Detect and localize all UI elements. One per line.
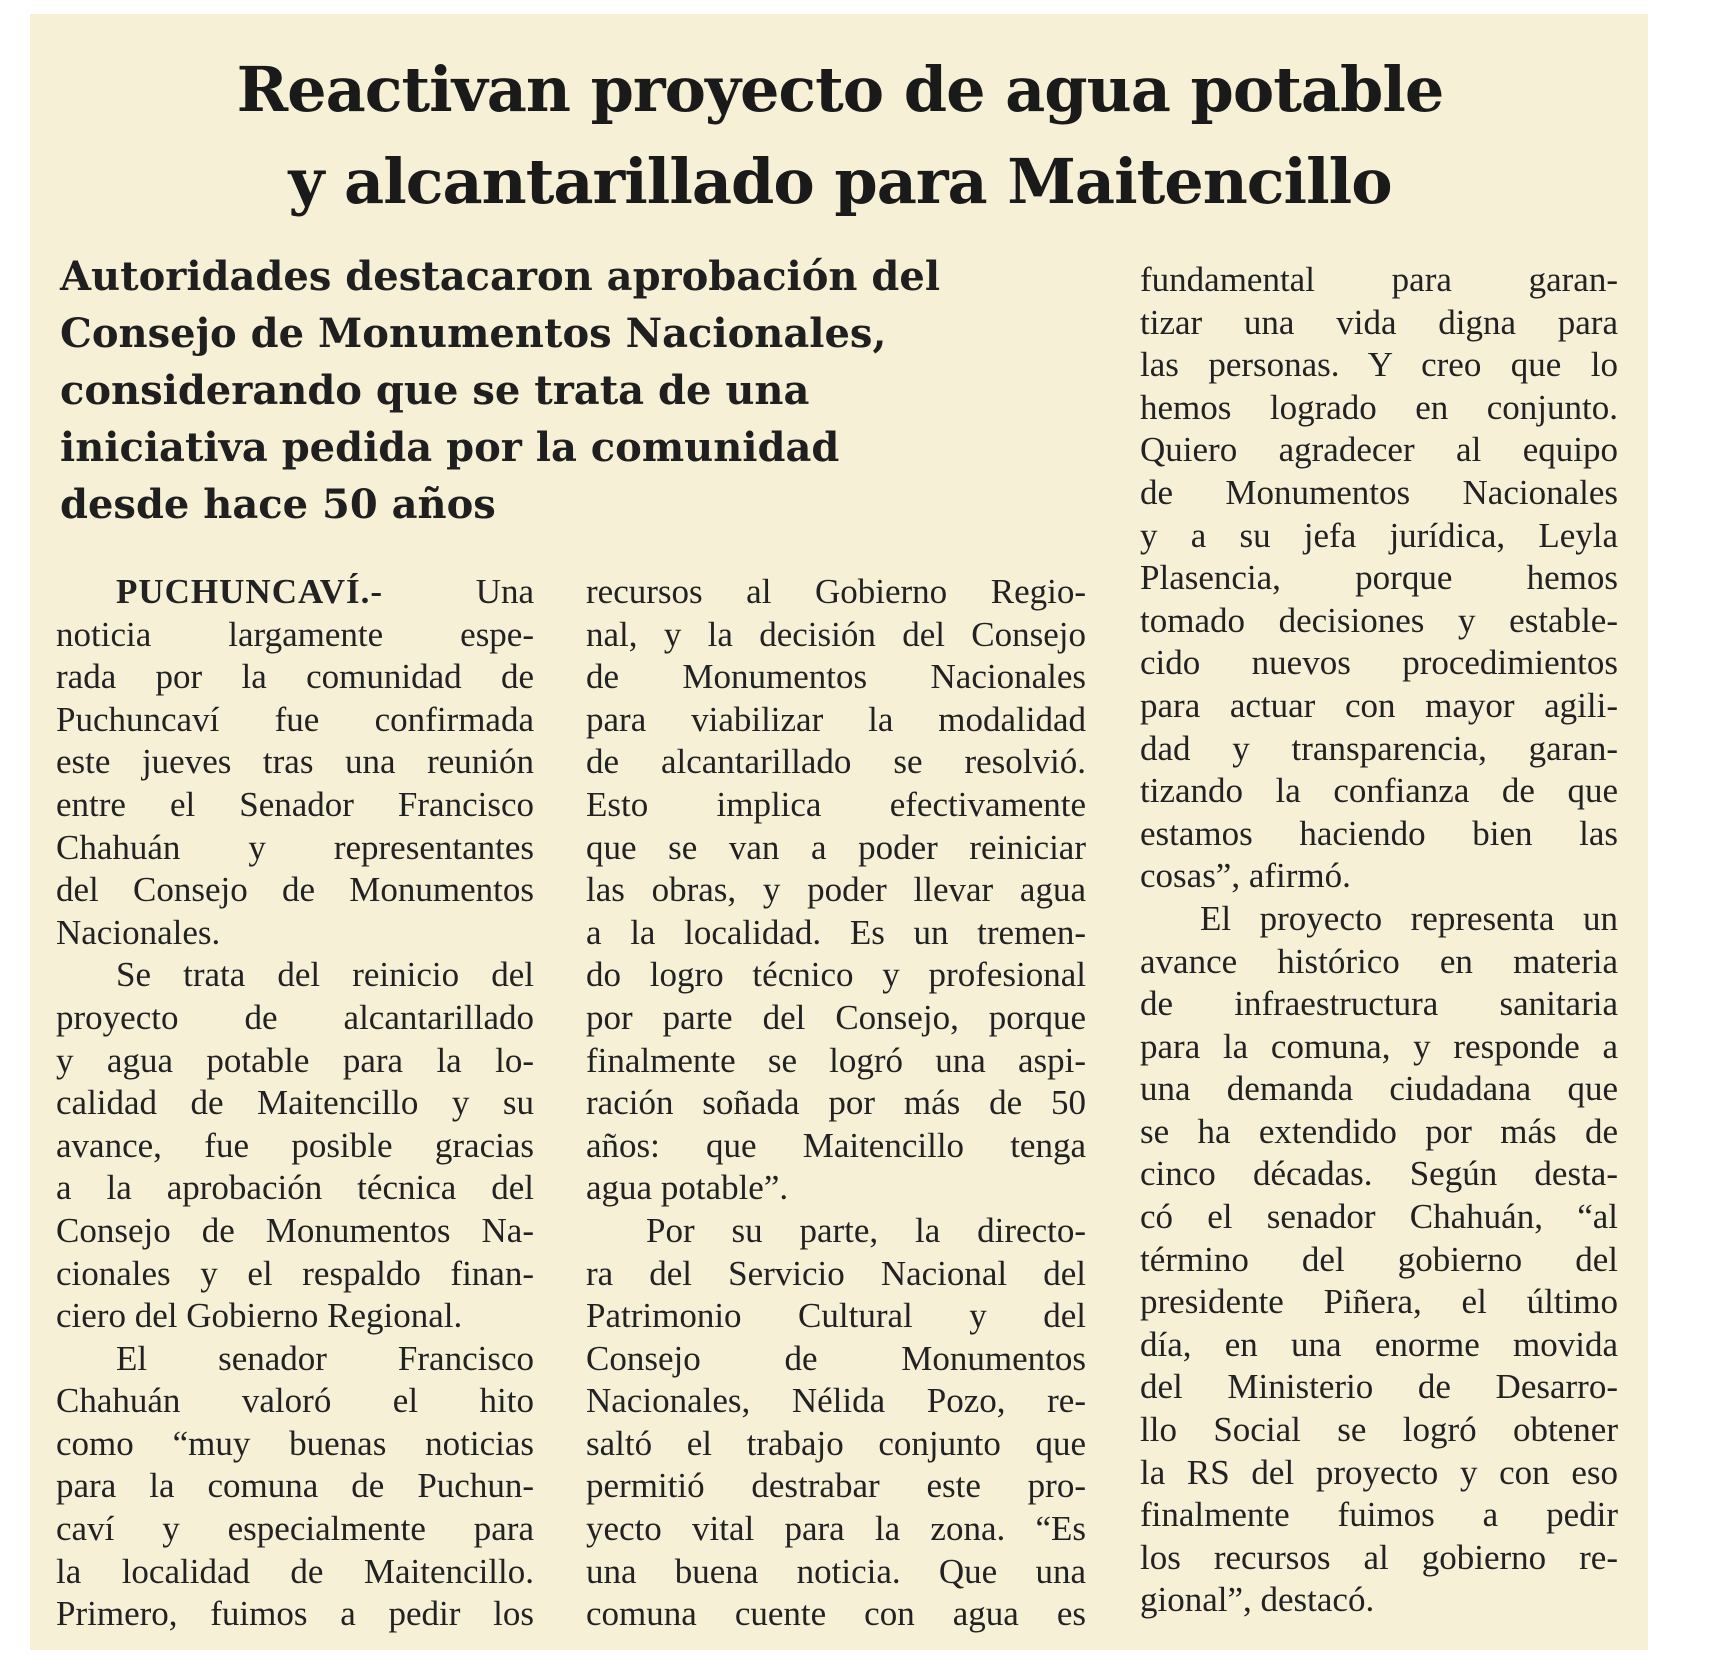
subheadline-line: Consejo de Monumentos Nacionales, [60,310,887,357]
body-line: dad y transparencia, garan- [1140,728,1618,768]
body-line: entre el Senador Francisco [56,784,534,824]
body-line: saltó el trabajo conjunto que [586,1423,1086,1463]
body-line: del Ministerio de Desarro- [1140,1367,1618,1407]
body-line: como “muy buenas noticias [56,1423,534,1463]
body-line: Puchuncaví fue confirmada [56,699,534,739]
body-line: có el senador Chahuán, “al [1140,1197,1618,1237]
body-line: día, en una enorme movida [1140,1324,1618,1364]
body-line: una demanda ciudadana que [1140,1069,1618,1109]
body-line: de alcantarillado se resolvió. [586,742,1086,782]
body-line: do logro técnico y profesional [586,955,1086,995]
body-line: tomado decisiones y estable- [1140,600,1618,640]
body-line: para viabilizar la modalidad [586,699,1086,739]
headline-line: y alcantarillado para Maitencillo [288,145,1392,218]
body-line: calidad de Maitencillo y su [56,1083,534,1123]
body-line: de Monumentos Nacionales [1140,472,1618,512]
body-line: los recursos al gobierno re- [1140,1537,1618,1577]
body-line: por parte del Consejo, porque [586,997,1086,1037]
body-line: avance histórico en materia [1140,941,1618,981]
body-line: nal, y la decisión del Consejo [586,614,1086,654]
body-line: proyecto de alcantarillado [56,997,534,1037]
body-line: El proyecto representa un [1200,898,1618,938]
body-line: fundamental para garan- [1140,260,1618,299]
body-line: para actuar con mayor agili- [1140,685,1618,725]
body-line: Chahuán valoró el hito [56,1381,534,1421]
body-line: Primero, fuimos a pedir los [56,1594,534,1634]
body-line: recursos al Gobierno Regio- [586,572,1086,611]
body-line: ración soñada por más de 50 [586,1083,1086,1123]
body-line: y agua potable para la lo- [56,1040,534,1080]
body-line: las obras, y poder llevar agua [586,870,1086,910]
body-line: la localidad de Maitencillo. [56,1551,534,1591]
body-line: de infraestructura sanitaria [1140,984,1618,1024]
body-line: permitió destrabar este pro- [586,1466,1086,1506]
body-line: Nacionales, Nélida Pozo, re- [586,1381,1086,1421]
body-line: ciero del Gobierno Regional. [56,1296,463,1336]
body-column-3 [1140,259,1618,1622]
body-line: hemos logrado en conjunto. [1140,387,1618,427]
body-line: gional”, destacó. [1140,1580,1375,1620]
body-line: las personas. Y creo que lo [1140,345,1618,385]
body-line: avance, fue posible gracias [56,1125,534,1165]
body-line-text: Una [475,572,534,611]
body-line: que se van a poder reiniciar [586,827,1086,867]
body-line: Se trata del reinicio del [116,955,534,995]
subheadline-line: desde hace 50 años [60,481,496,528]
headline [0,44,1680,228]
subheadline [60,248,1100,533]
subheadline-line: considerando que se trata de una [60,367,810,414]
subheadline-line: iniciativa pedida por la comunidad [60,424,840,471]
body-line: tizar una vida digna para [1140,302,1618,342]
body-line: cionales y el respaldo finan- [56,1253,534,1293]
body-line: del Consejo de Monumentos [56,870,534,910]
headline-line: Reactivan proyecto de agua potable [236,53,1444,126]
body-line: finalmente se logró una aspi- [586,1040,1086,1080]
body-column-2 [586,571,1086,1636]
body-line: ra del Servicio Nacional del [586,1253,1086,1293]
body-line: presidente Piñera, el último [1140,1282,1618,1322]
body-line: Consejo de Monumentos Na- [56,1210,534,1250]
body-line: la RS del proyecto y con eso [1140,1452,1618,1492]
body-line: Esto implica efectivamente [586,784,1086,824]
body-line: cido nuevos procedimientos [1140,643,1618,683]
body-line: y a su jefa jurídica, Leyla [1140,515,1618,555]
body-line: se ha extendido por más de [1140,1111,1618,1151]
body-line: cosas”, afirmó. [1140,856,1351,896]
subheadline-line: Autoridades destacaron aprobación del [60,253,941,300]
body-line: Plasencia, porque hemos [1140,558,1618,598]
body-line: una buena noticia. Que una [586,1551,1086,1591]
body-line: Quiero agradecer al equipo [1140,430,1618,470]
body-line: rada por la comunidad de [56,657,534,697]
body-column-1 [56,571,534,1636]
body-line: caví y especialmente para [56,1509,534,1549]
body-line: finalmente fuimos a pedir [1140,1495,1618,1535]
body-line: para la comuna, y responde a [1140,1026,1618,1066]
body-line: para la comuna de Puchun- [56,1466,534,1506]
body-line: Chahuán y representantes [56,827,534,867]
body-line: este jueves tras una reunión [56,742,534,782]
body-line: El senador Francisco [116,1338,534,1378]
body-line: de Monumentos Nacionales [586,657,1086,697]
body-line: agua potable”. [586,1168,789,1208]
body-line: llo Social se logró obtener [1140,1410,1618,1450]
body-line: cinco décadas. Según desta- [1140,1154,1618,1194]
body-line: noticia largamente espe- [56,614,534,654]
body-line [56,571,534,614]
body-line: años: que Maitencillo tenga [586,1125,1086,1165]
body-line: a la aprobación técnica del [56,1168,534,1208]
body-line: estamos haciendo bien las [1140,813,1618,853]
body-line: yecto vital para la zona. “Es [586,1509,1086,1549]
body-line: a la localidad. Es un tremen- [586,912,1086,952]
body-line: término del gobierno del [1140,1239,1618,1279]
body-line: Patrimonio Cultural y del [586,1296,1086,1336]
body-line: Nacionales. [56,912,221,952]
body-line: tizando la confianza de que [1140,771,1618,811]
body-line: comuna cuente con agua es [586,1594,1086,1634]
body-line: Por su parte, la directo- [646,1210,1086,1250]
dateline: PUCHUNCAVÍ.- [116,572,384,611]
body-line: Consejo de Monumentos [586,1338,1086,1378]
